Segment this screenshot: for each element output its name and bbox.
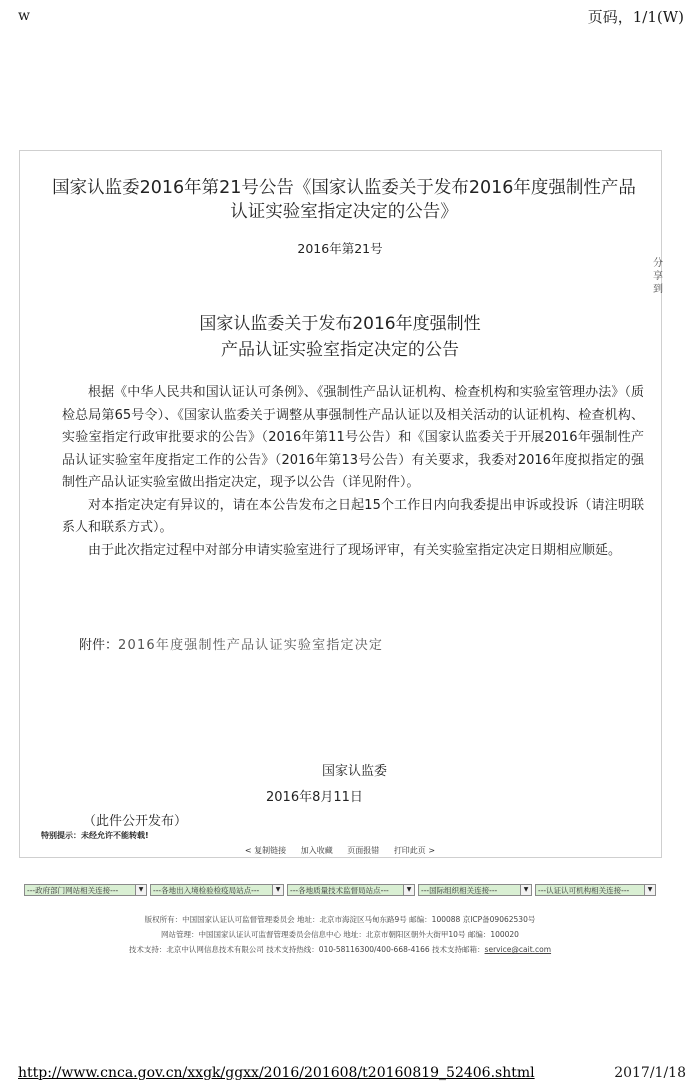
announcement-title (140, 311, 540, 363)
copy-link-button[interactable]: < 复制链接 (244, 846, 287, 855)
print-header-left: w (18, 8, 30, 24)
chevron-down-icon: ▼ (644, 885, 655, 895)
gov-links-select[interactable] (24, 884, 147, 896)
announcement-title-line-2: 产品认证实验室指定决定的公告 (221, 340, 459, 360)
add-favorite-button[interactable]: 加入收藏 (300, 846, 333, 855)
select-value: ---各地出入境检验检疫局站点--- (153, 886, 260, 895)
body-paragraph: 由于此次指定过程中对部分申请实验室进行了现场评审，有关实验室指定决定日期相应顺延。 (88, 542, 622, 558)
select-value: ---认证认可机构相关连接--- (538, 886, 630, 895)
document-number: 2016年第21号 (297, 241, 383, 256)
print-footer-url (18, 1065, 535, 1081)
chevron-down-icon: ▼ (520, 885, 531, 895)
public-release-note: （此件公开发布） (83, 814, 188, 829)
page-title: 国家认监委2016年第21号公告《国家认监委关于发布2016年度强制性产品认证实验室指定决定的公告》 (52, 178, 636, 222)
special-notice: 特别提示：未经允许不能转载! (41, 831, 149, 840)
print-page-number: 页码，1/1(W) (587, 8, 684, 26)
tech-support-text: 技术支持：北京中认网信息技术有限公司 技术支持热线：010-58116300/400-668-4166 技术支持邮箱： (128, 945, 485, 954)
chevron-down-icon: ▼ (272, 885, 283, 895)
select-value: ---各地质量技术监督局站点--- (290, 886, 389, 895)
ciq-links-select[interactable] (150, 884, 284, 896)
chevron-down-icon: ▼ (135, 885, 146, 895)
announcement-title-line-1: 国家认监委关于发布2016年度强制性 (199, 314, 481, 334)
select-value: ---政府部门网站相关连接--- (27, 886, 119, 895)
qtsb-links-select[interactable] (287, 884, 415, 896)
page-actions-bar (0, 845, 680, 856)
cert-org-links-select[interactable] (535, 884, 656, 896)
attachment (79, 634, 383, 653)
copyright-line: 版权所有：中国国家认证认可监督管理委员会 地址：北京市海淀区马甸东路9号 邮编：100088 京ICP备09062530号 (144, 915, 536, 924)
print-page-button[interactable]: 打印此页 > (393, 846, 436, 855)
tech-support-line (0, 942, 680, 957)
site-footer (0, 912, 680, 957)
share-tab[interactable]: 分享到 (653, 258, 663, 295)
chevron-down-icon: ▼ (403, 885, 414, 895)
attachment-link[interactable]: 2016年度强制性产品认证实验室指定决定 (118, 638, 384, 653)
issue-date: 2016年8月11日 (266, 790, 363, 805)
announcement-body (62, 382, 644, 562)
source-url-link[interactable]: http://www.cnca.gov.cn/xxgk/ggxx/2016/201608/t20160819_52406.shtml (18, 1065, 535, 1081)
print-footer-date: 2017/1/18 (614, 1065, 686, 1081)
attachment-label: 附件： (79, 638, 119, 653)
support-email-link[interactable]: service@cait.com (484, 945, 552, 954)
site-admin-line: 网站管理：中国国家认证认可监督管理委员会信息中心 地址：北京市朝阳区朝外大街甲10号 邮编：100020 (161, 930, 519, 939)
select-value: ---国际组织相关连接--- (421, 886, 498, 895)
body-paragraph: 对本指定决定有异议的，请在本公告发布之日起15个工作日内向我委提出申诉或投诉（请注明联系人和联系方式）。 (62, 497, 644, 535)
report-error-button[interactable]: 页面报错 (347, 846, 380, 855)
issuer: 国家认监委 (322, 764, 388, 779)
body-paragraph: 根据《中华人民共和国认证认可条例》、《强制性产品认证机构、检查机构和实验室管理办法》（质检总局第65号令）、《国家认监委关于调整从事强制性产品认证以及相关活动的认证机构、检查机构、实验室指定行政审批要求的公告》（2016年第11号公告）和《国家认监委关于开展2016年强制性产品认证实验室年度指定工作的公告》（2016年第13号公告）有关要求，我委对2016年度拟指定的强制性产品认证实验室做出指定决定，现予以公告（详见附件）。 (62, 385, 644, 490)
intl-org-links-select[interactable] (418, 884, 532, 896)
